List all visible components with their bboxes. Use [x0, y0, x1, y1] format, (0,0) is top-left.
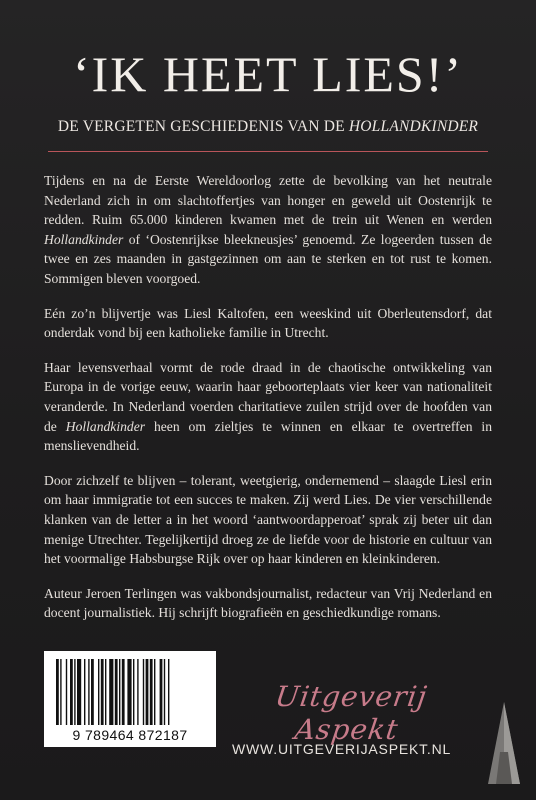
barcode-bar [150, 659, 153, 725]
barcode-bar [146, 659, 149, 725]
barcode-bar [91, 659, 94, 725]
barcode-bar [74, 659, 75, 725]
barcode-bar [127, 659, 131, 725]
subtitle-text: DE VERGETEN GESCHIEDENIS VAN DE [57, 118, 349, 135]
barcode-bar [84, 659, 85, 725]
barcode-bar [101, 659, 104, 725]
paragraph-3 [44, 358, 492, 456]
p1-italic: Hollandkinder [44, 231, 124, 247]
barcode-bar [105, 659, 106, 725]
paragraph-5: Auteur Jeroen Terlingen was vakbondsjournalist, redacteur van Vrij Nederland en docent journalistiek. Hij schrijft biografieën en geschiedkundige romans. [44, 585, 492, 621]
isbn-number: 9 789464 872187 [72, 727, 188, 743]
barcode-bar [77, 659, 81, 725]
p3-part-c: heen om zieltjes te winnen en elkaar te overtreffen in menslievendheid. [44, 418, 493, 454]
paragraph-2: Eén zo’n blijvertje was Liesl Kaltofen, een weeskind uit Oberleutensdorf, dat onderdak vond bij een katholieke familie in Utrecht. [44, 305, 492, 341]
isbn-barcode [44, 651, 216, 747]
p3-italic: Hollandkinder [65, 418, 146, 434]
paragraph-1 [44, 171, 492, 289]
barcode-bar [143, 659, 144, 725]
title-divider [48, 151, 488, 152]
barcode-bar [164, 659, 165, 725]
publisher-logo-text: Uitgeverij Aspekt [273, 680, 430, 746]
paragraph-4: Door zichzelf te blijven – tolerant, weetgierig, ondernemend – slaagde Liesl erin om haar immigratie tot een succes te maken. Zij werd Lies. De vier verschillende klanken van de letter a in het woord ‘aantwoordapperoat’ sprak zij beter uit dan menige Utrechter. Tegelijkertijd droeg ze de liefde voor de historie en cultuur van het voormalige Habsburgse Rijk over op haar kinderen en kleinkinderen. [44, 472, 492, 567]
barcode-bar [168, 659, 169, 725]
barcode-bar [133, 659, 134, 725]
book-title: ‘IK HEET LIES!’ [72, 46, 464, 102]
p3-part-a: Haar levensverhaal vormt de rode draad in de chaotische ontwikkeling van Europa in de vorige eeuw, waarin haar geboorteplaats vier keer van nationaliteit veranderde. In Nederland voerden charitatieve zuilen strijd over de hoofden van de [44, 359, 492, 434]
barcode-bar [60, 659, 61, 725]
barcode-bar [88, 659, 89, 725]
barcode-bar [119, 659, 120, 725]
barcode-bar [160, 659, 163, 725]
barcode-bar [98, 659, 99, 725]
barcode-bar [109, 659, 113, 725]
publisher-logo-icon [486, 700, 522, 786]
barcode-bar [154, 659, 155, 725]
p1-part-c: of ‘Oostenrijkse bleekneusjes’ genoemd. Ze logeerden tussen de twee en zes maanden in gastgezinnen om aan te sterken en tot rust te komen. Sommigen bleven voorgoed. [44, 231, 492, 286]
barcode-bar [115, 659, 118, 725]
publisher-website: WWW.UITGEVERIJASPEKT.NL [232, 741, 452, 757]
barcode-bar [122, 659, 125, 725]
barcode-bar [56, 659, 59, 725]
barcode-bars [56, 659, 204, 725]
barcode-bar [137, 659, 138, 725]
p1-part-a: Tijdens en na de Eerste Wereldoorlog zette de bevolking van het neutrale Nederland zich in om slachtoffertjes van honger en geweld uit Oostenrijk te redden. Ruim 65.000 kinderen kwamen met de trein uit Wenen en werden [44, 173, 492, 228]
subtitle-italic: HOLLANDKINDER [348, 118, 479, 135]
barcode-bar [70, 659, 73, 725]
barcode-bar [66, 659, 67, 725]
book-subtitle [0, 118, 536, 136]
blurb [44, 171, 492, 638]
